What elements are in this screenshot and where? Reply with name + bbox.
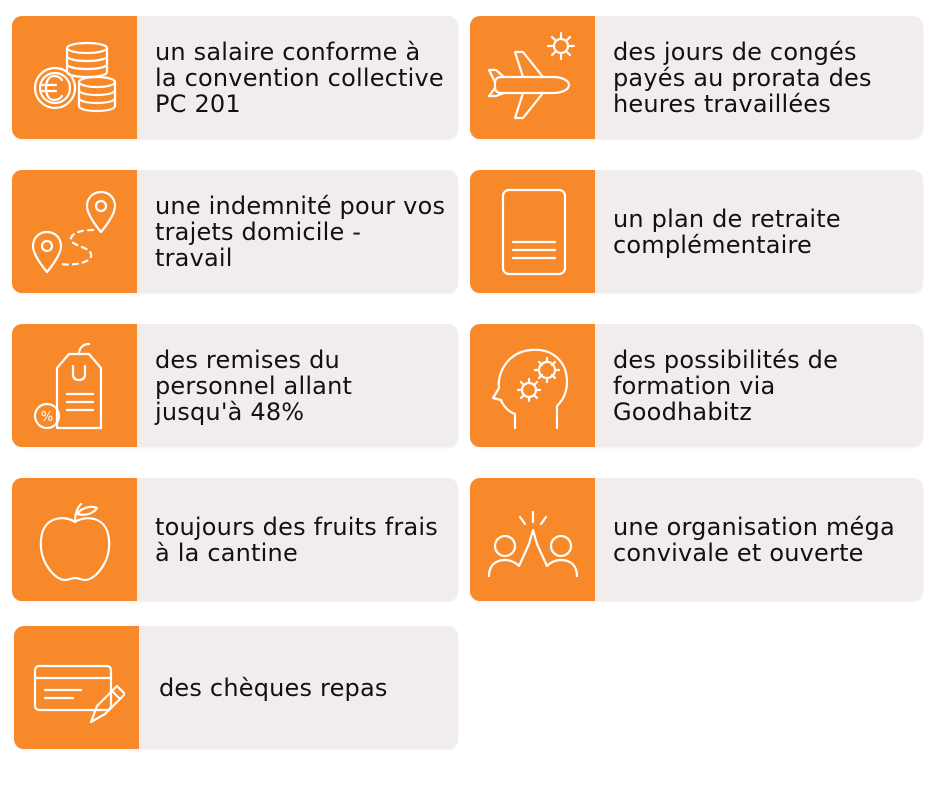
icon-panel	[470, 478, 595, 601]
high-five-icon	[485, 492, 581, 588]
benefit-card-meal-vouchers	[14, 626, 458, 749]
euro-coins-icon	[27, 30, 123, 126]
airplane-sun-icon	[485, 30, 581, 126]
benefit-card-organisation	[470, 478, 923, 601]
icon-panel	[12, 170, 137, 293]
benefit-text: des chèques repas	[159, 673, 388, 702]
benefit-text: une indemnité pour vos trajets domicile - travail	[155, 191, 446, 272]
discount-tag-icon	[27, 338, 123, 434]
icon-panel	[14, 626, 139, 749]
icon-panel	[12, 16, 137, 139]
benefit-card-training	[470, 324, 923, 447]
benefit-card-pension	[470, 170, 923, 293]
benefit-text: des jours de congés payés au prorata des heures travaillées	[613, 37, 872, 118]
head-gears-icon	[485, 338, 581, 434]
benefit-text: un salaire conforme à la convention collective PC 201	[155, 37, 444, 118]
benefit-text: des remises du personnel allant jusqu'à 48%	[155, 345, 353, 426]
icon-panel	[470, 170, 595, 293]
benefit-text: une organisation méga convivale et ouverte	[613, 512, 895, 567]
route-map-pin-icon	[27, 184, 123, 280]
icon-panel	[12, 324, 137, 447]
benefit-card-holidays	[470, 16, 923, 139]
benefit-text: toujours des fruits frais à la cantine	[155, 512, 438, 567]
icon-panel	[470, 324, 595, 447]
apple-icon	[27, 492, 123, 588]
benefit-text: un plan de retraite complémentaire	[613, 204, 841, 259]
icon-panel	[470, 16, 595, 139]
icon-panel	[12, 478, 137, 601]
benefit-card-salary	[12, 16, 458, 139]
document-icon	[485, 184, 581, 280]
svg-text:%: %	[40, 409, 53, 425]
benefit-text: des possibilités de formation via Goodhabitz	[613, 345, 839, 426]
benefit-card-commute	[12, 170, 458, 293]
meal-voucher-pen-icon	[29, 640, 125, 736]
benefit-card-fruit	[12, 478, 458, 601]
benefit-card-discounts	[12, 324, 458, 447]
